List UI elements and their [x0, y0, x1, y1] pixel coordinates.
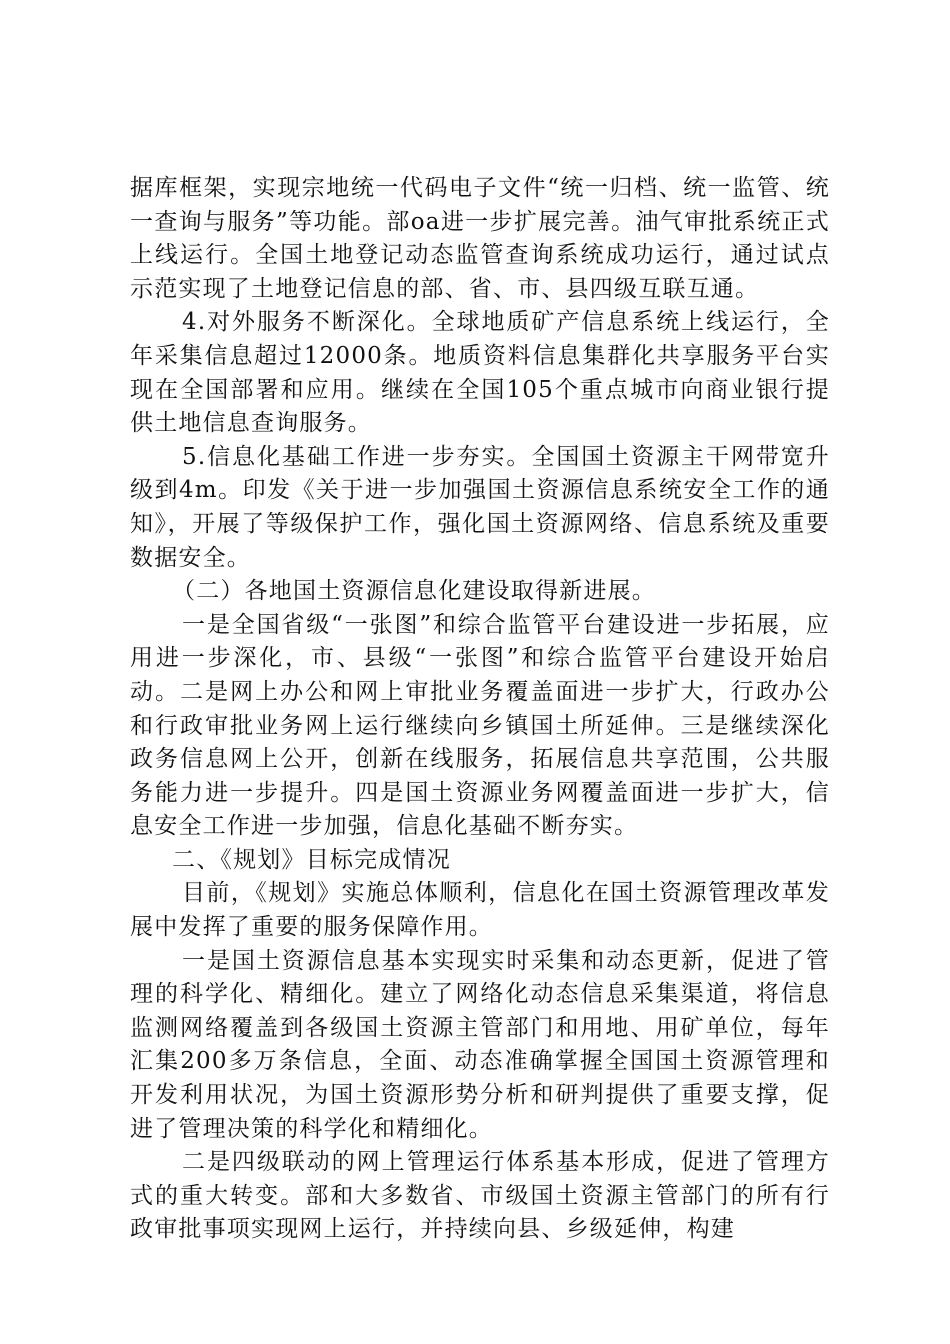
paragraph-realtime-collection: 一是国土资源信息基本实现实时采集和动态更新，促进了管理的科学化、精细化。建立了网络化动态信息采集渠道，将信息监测网络覆盖到各级国土资源主管部门和用地、用矿单位，每年汇集200多万条信息，全面、动态准确掌握全国国土资源管理和开发利用状况，为国土资源形势分析和研判提供了重要支撑，促进了管理决策的科学化和精细化。 [130, 947, 830, 1142]
document-body [130, 172, 830, 1247]
section-heading-local-progress: （二）各地国土资源信息化建设取得新进展。 [172, 578, 656, 605]
paragraph-online-management: 二是四级联动的网上管理运行体系基本形成，促进了管理方式的重大转变。部和大多数省、市级国土资源主管部门的所有行政审批事项实现网上运行，并持续向县、乡级延伸，构建 [130, 1149, 830, 1243]
paragraph-infrastructure: 5.信息化基础工作进一步夯实。全国国土资源主干网带宽升级到4m。印发《关于进一步加强国土资源信息系统安全工作的通知》，开展了等级保护工作，强化国土资源网络、信息系统及重要数据安全。 [130, 443, 830, 571]
paragraph-continuation: 据库框架，实现宗地统一代码电子文件“统一归档、统一监管、统一查询与服务”等功能。部oa进一步扩展完善。油气审批系统正式上线运行。全国土地登记动态监管查询系统成功运行，通过试点示范实现了土地登记信息的部、省、市、县四级互联互通。 [130, 175, 830, 302]
section-heading-plan-goals: 二、《规划》目标完成情况 [172, 846, 451, 873]
paragraph-local-progress: 一是全国省级“一张图”和综合监管平台建设进一步拓展，应用进一步深化，市、县级“一张图”和综合监管平台建设开始启动。二是网上办公和网上审批业务覆盖面进一步扩大，行政办公和行政审批业务网上运行继续向乡镇国土所延伸。三是继续深化政务信息网上公开，创新在线服务，拓展信息共享范围，公共服务能力进一步提升。四是国土资源业务网覆盖面进一步扩大，信息安全工作进一步加强，信息化基础不断夯实。 [130, 611, 830, 840]
paragraph-external-services: 4.对外服务不断深化。全球地质矿产信息系统上线运行，全年采集信息超过12000条。地质资料信息集群化共享服务平台实现在全国部署和应用。继续在全国105个重点城市向商业银行提供土地信息查询服务。 [130, 309, 830, 437]
paragraph-plan-summary: 目前，《规划》实施总体顺利，信息化在国土资源管理改革发展中发挥了重要的服务保障作用。 [130, 880, 830, 941]
